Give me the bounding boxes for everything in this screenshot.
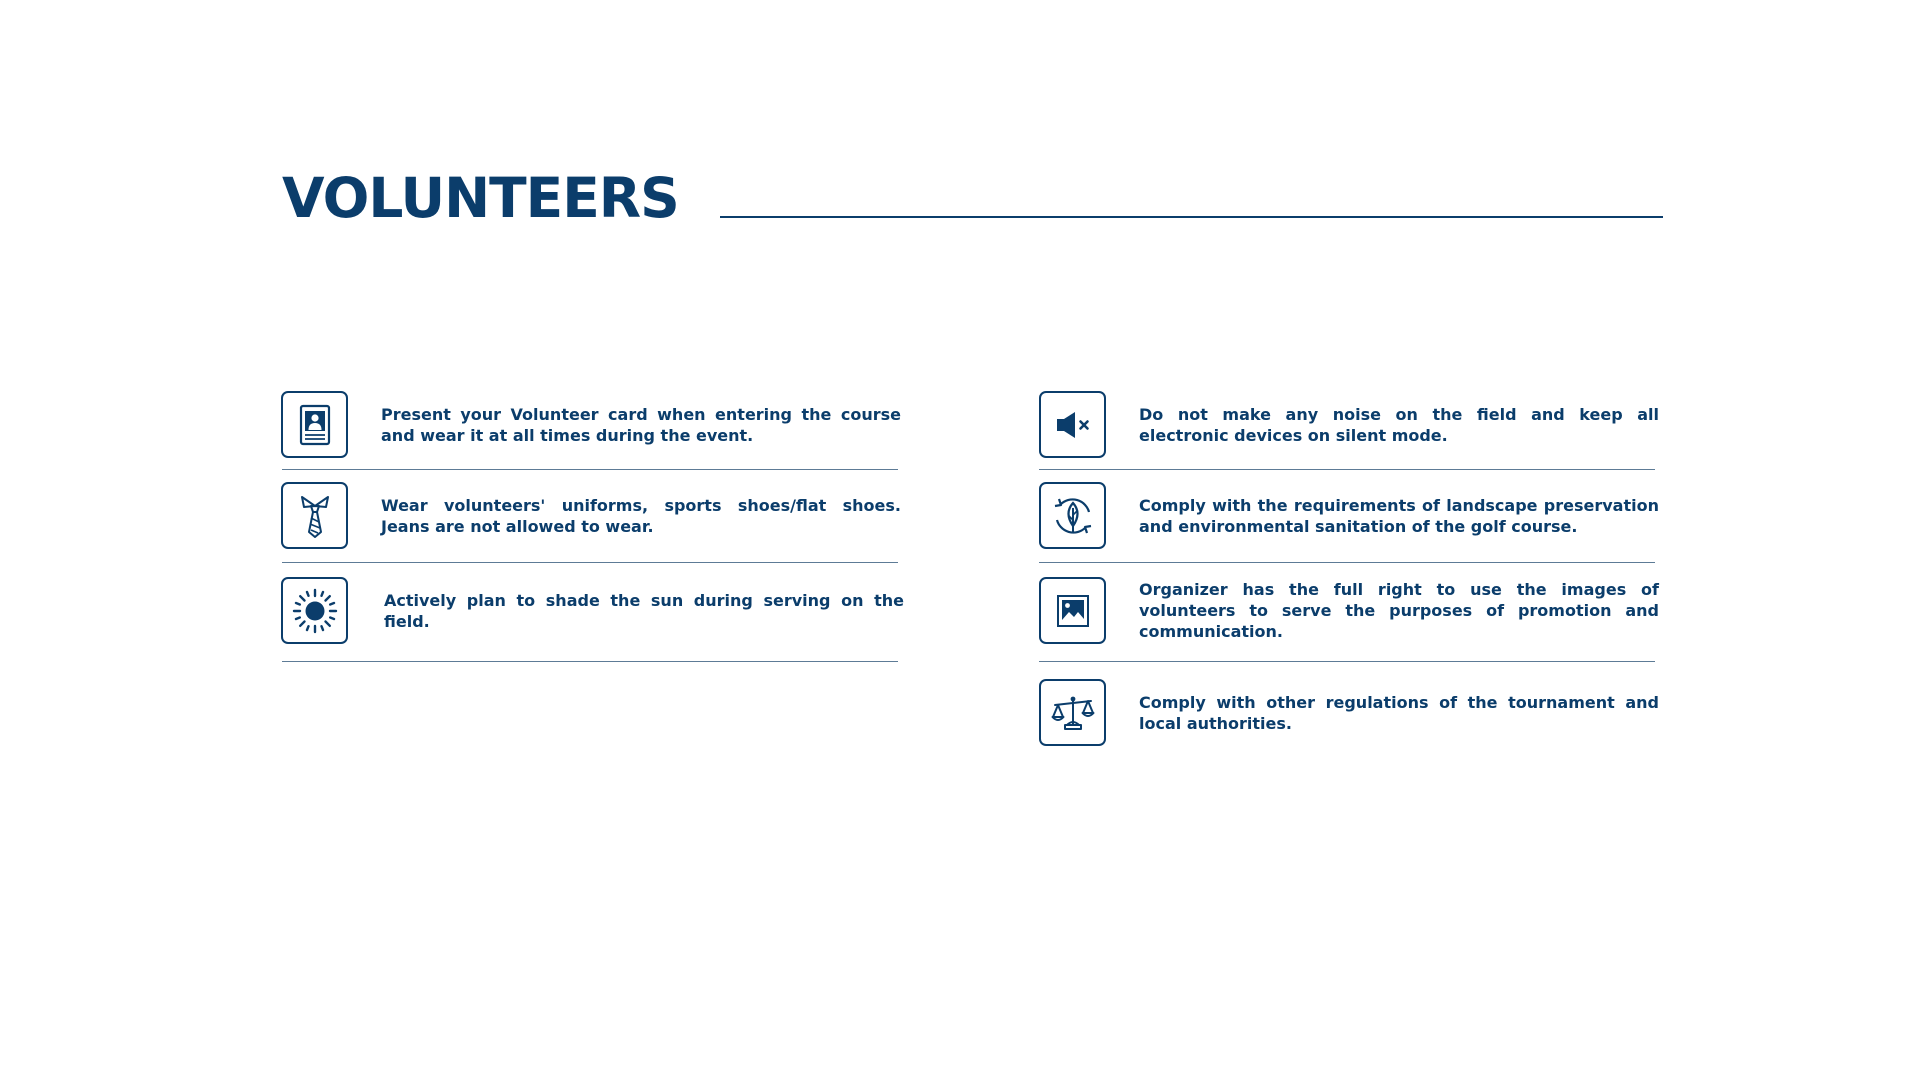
rule-item-regulations [1039, 679, 1659, 746]
sun-icon [281, 577, 348, 644]
rule-item-images [1039, 577, 1659, 644]
rule-text: Do not make any noise on the field and keep all electronic devices on silent mode. [1139, 404, 1659, 445]
divider [282, 661, 898, 662]
divider [1039, 661, 1655, 662]
divider [1039, 469, 1655, 470]
rule-item-landscape [1039, 482, 1659, 549]
rule-text: Wear volunteers' uniforms, sports shoes/flat shoes. Jeans are not allowed to wear. [381, 495, 901, 536]
divider [282, 562, 898, 563]
rule-text: Comply with other regulations of the tournament and local authorities. [1139, 692, 1659, 733]
rule-text: Comply with the requirements of landscape preservation and environmental sanitation of the golf course. [1139, 495, 1659, 536]
divider [1039, 562, 1655, 563]
eco-leaf-icon [1039, 482, 1106, 549]
id-card-icon [281, 391, 348, 458]
rule-item-sun-protection [281, 577, 904, 644]
divider [282, 469, 898, 470]
title-underline [720, 216, 1663, 218]
rule-text: Present your Volunteer card when entering the course and wear it at all times during the event. [381, 404, 901, 445]
rule-text: Actively plan to shade the sun during serving on the field. [384, 590, 904, 631]
rule-text: Organizer has the full right to use the images of volunteers to serve the purposes of promotion and communication. [1139, 580, 1659, 641]
rule-item-uniform [281, 482, 901, 549]
scales-icon [1039, 679, 1106, 746]
rule-item-silence [1039, 391, 1659, 458]
page-title: VOLUNTEERS [282, 166, 679, 230]
image-icon [1039, 577, 1106, 644]
tie-icon [281, 482, 348, 549]
mute-speaker-icon [1039, 391, 1106, 458]
rule-item-volunteer-card [281, 391, 901, 458]
